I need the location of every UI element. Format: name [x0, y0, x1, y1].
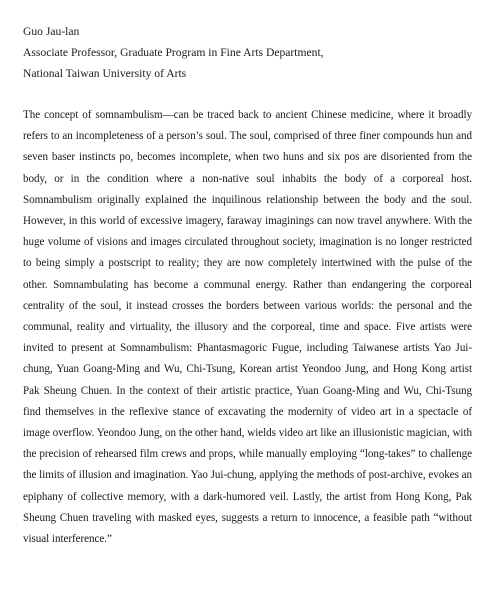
- author-position: Associate Professor, Graduate Program in Fine Arts Department,: [23, 46, 324, 59]
- author-name: Guo Jau-lan: [23, 25, 80, 38]
- author-institution: National Taiwan University of Arts: [23, 67, 187, 80]
- document-page: [23, 21, 472, 550]
- author-block: [23, 21, 472, 84]
- body-paragraph: The concept of somnambulism—can be traced back to ancient Chinese medicine, where it broadly refers to an incompleteness of a person’s soul. The soul, comprised of three finer compounds hun and seven baser instincts po, becomes incomplete, when two huns and six pos are disoriented from the body, or in the condition where a non-native soul inhabits the body of a corporeal host. Somnambulism originally explained the inquilinous relationship between the body and the soul. However, in this world of excessive imagery, faraway imaginings can now travel anywhere. With the huge volume of visions and images circulated throughout society, imagination is no longer restricted to being simply a postscript to reality; they are now completely intertwined with the pulse of the other. Somnambulating has become a communal energy. Rather than endangering the corporeal centrality of the soul, it instead crosses the borders between various worlds: the personal and the communal, reality and virtuality, the illusory and the corporeal, time and space. Five artists were invited to present at Somnambulism: Phantasmagoric Fugue, including Taiwanese artists Yao Jui-chung, Yuan Goang-Ming and Wu, Chi-Tsung, Korean artist Yeondoo Jung, and Hong Kong artist Pak Sheung Chuen. In the context of their artistic practice, Yuan Goang-Ming and Wu, Chi-Tsung find themselves in the reflexive stance of excavating the modernity of video art in a spectacle of image overflow. Yeondoo Jung, on the other hand, wields video art like an illusionistic magician, with the precision of rehearsed film crews and props, while manually employing “long-takes” to challenge the limits of illusion and imagination. Yao Jui-chung, applying the methods of post-archive, evokes an epiphany of collective memory, with a dark-humored veil. Lastly, the artist from Hong Kong, Pak Sheung Chuen traveling with masked eyes, suggests a return to innocence, a feasible path “without visual interference.”: [23, 109, 472, 546]
